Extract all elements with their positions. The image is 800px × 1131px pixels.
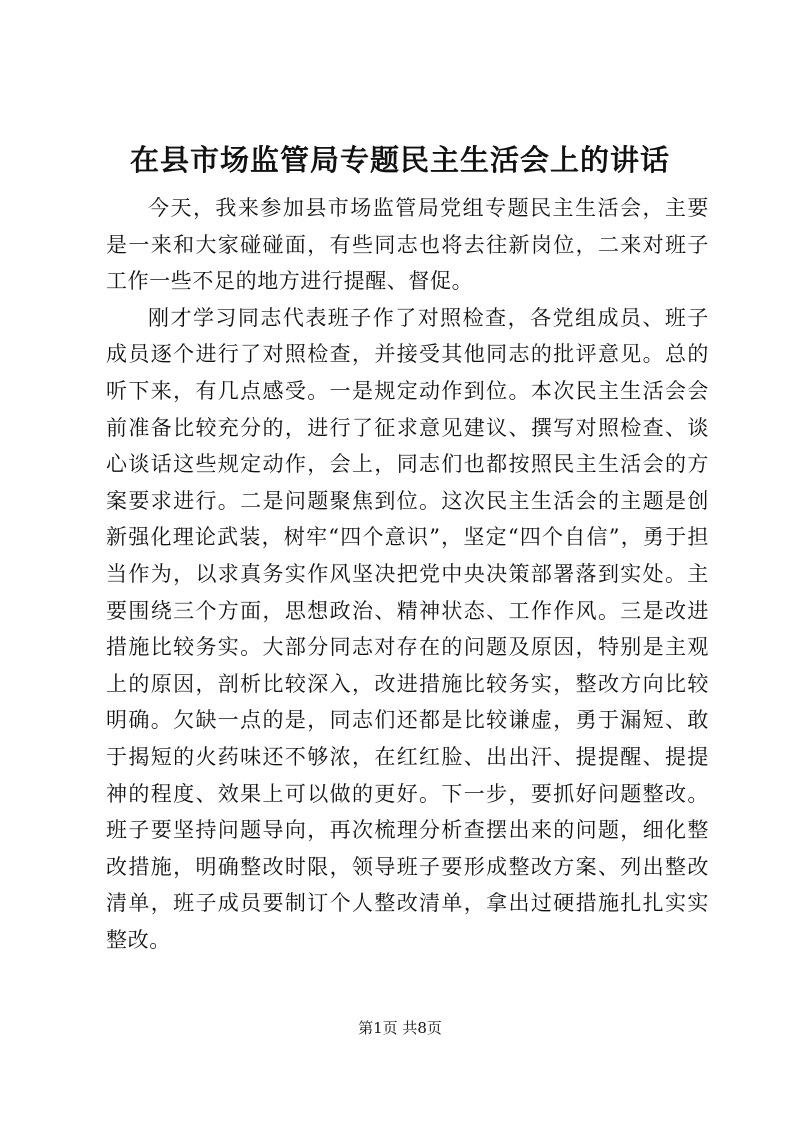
paragraph-2: 刚才学习同志代表班子作了对照检查，各党组成员、班子成员逐个进行了对照检查，并接受其他同志的批评意见。总的听下来，有几点感受。一是规定动作到位。本次民主生活会会前准备比较充分的，进行了征求意见建议、撰写对照检查、谈心谈话这些规定动作，会上，同志们也都按照民主生活会的方案要求进行。二是问题聚焦到位。这次民主生活会的主题是创新强化理论武装，树牢“四个意识”，坚定“四个自信”，勇于担当作为，以求真务实作风坚决把党中央决策部署落到实处。主要围绕三个方面，思想政治、精神状态、工作作风。三是改进措施比较务实。大部分同志对存在的问题及原因，特别是主观上的原因，剖析比较深入，改进措施比较务实，整改方向比较明确。欠缺一点的是，同志们还都是比较谦虚，勇于漏短、敢于揭短的火药味还不够浓，在红红脸、出出汗、提提醒、提提神的程度、效果上可以做的更好。下一步，要抓好问题整改。班子要坚持问题导向，再次梳理分析查摆出来的问题，细化整改措施，明确整改时限，领导班子要形成整改方案、列出整改清单，班子成员要制订个人整改清单，拿出过硬措施扎扎实实整改。	[106, 305, 709, 952]
page-number: 第1页 共8页	[358, 1019, 442, 1037]
document-body	[106, 190, 709, 958]
document-title: 在县市场监管局专题民主生活会上的讲话	[129, 143, 670, 177]
paragraph-1: 今天，我来参加县市场监管局党组专题民主生活会，主要是一来和大家碰碰面，有些同志也将去往新岗位，二来对班子工作一些不足的地方进行提醒、督促。	[106, 196, 709, 294]
